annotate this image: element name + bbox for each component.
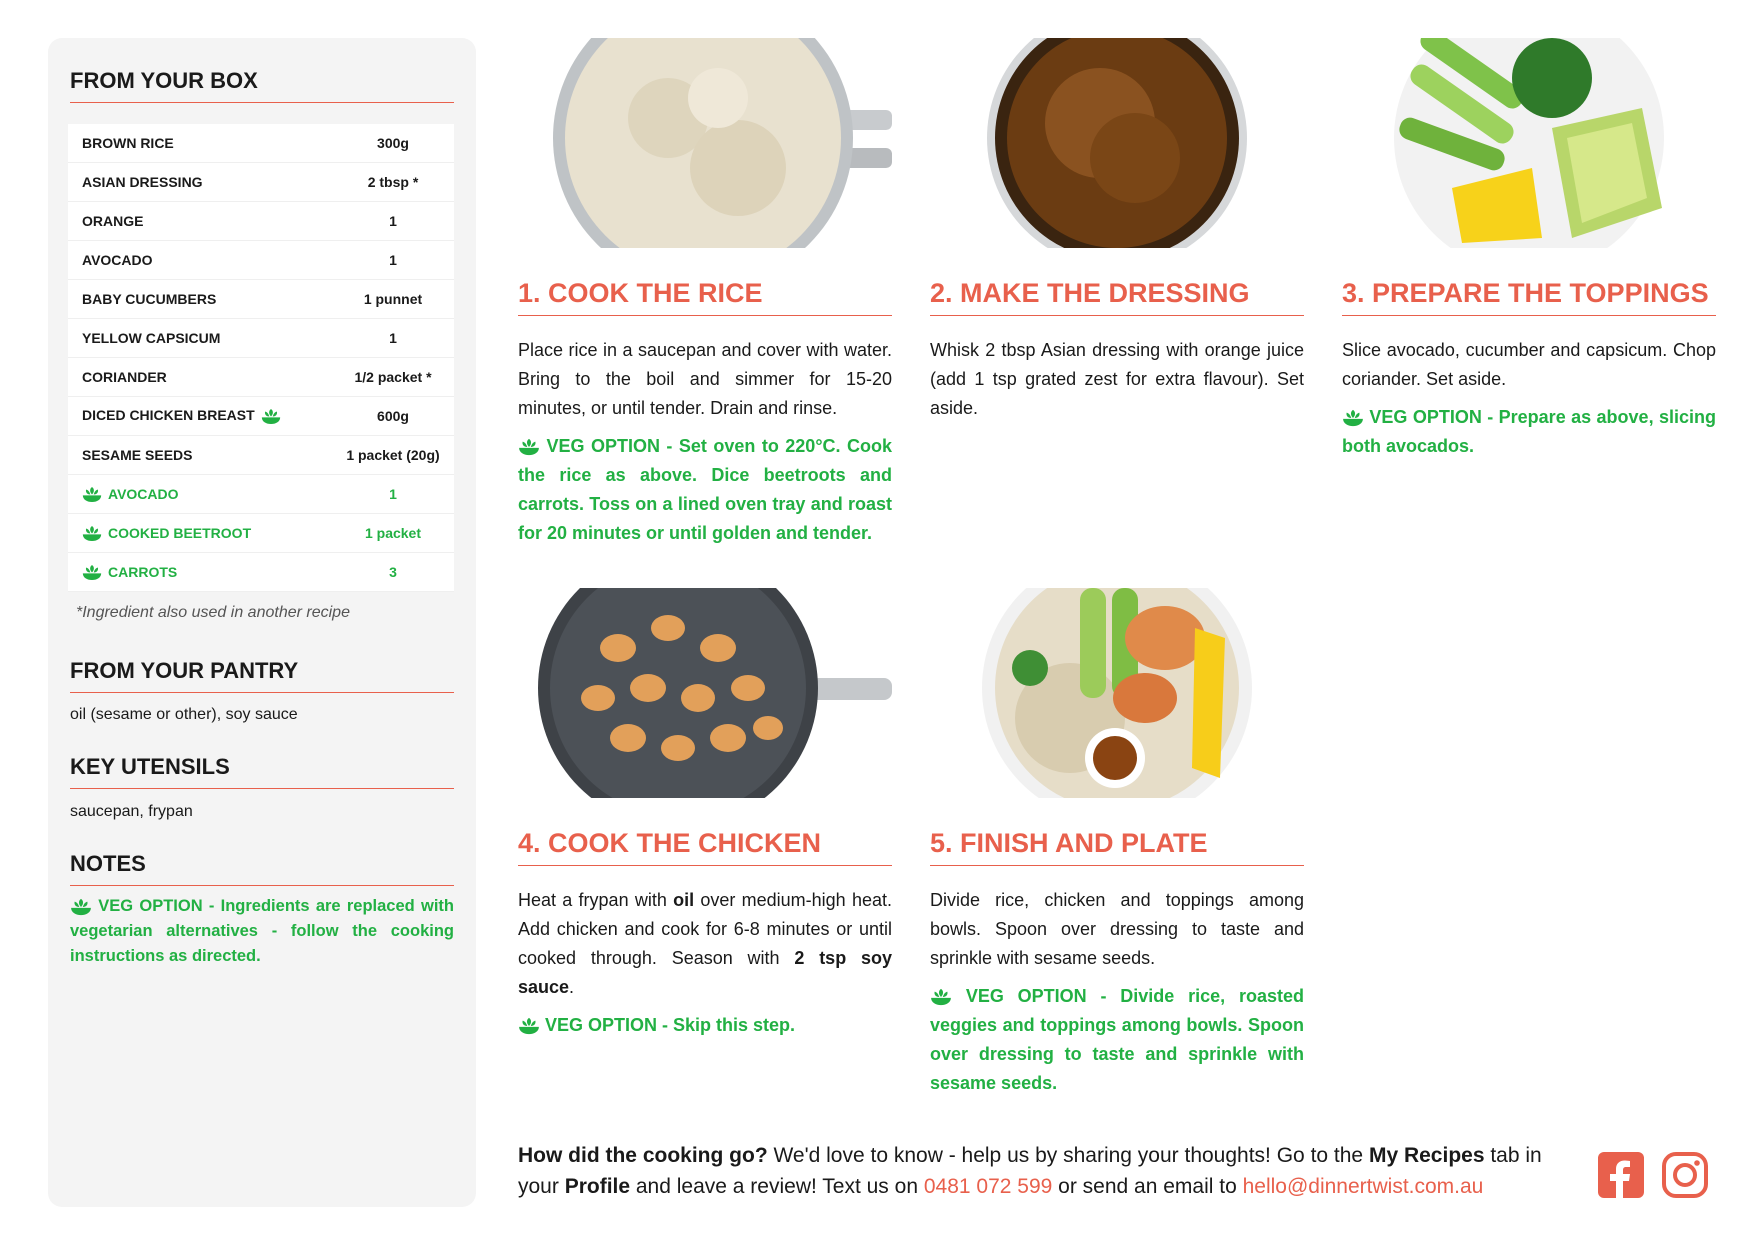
veg-bowl-icon (930, 988, 952, 1006)
ingredient-name: ORANGE (82, 213, 144, 229)
footer-email-link[interactable]: hello@dinnertwist.com.au (1242, 1175, 1484, 1198)
ingredient-name-cell (68, 241, 332, 280)
veg-bowl-icon (70, 898, 92, 916)
ingredient-name-cell (68, 124, 332, 163)
step-2-text: Whisk 2 tbsp Asian dressing with orange juice (add 1 tsp grated zest for extra flavour). Set aside. (930, 340, 1304, 418)
step-5-veg-option (930, 982, 1304, 1098)
ingredient-quantity: 2 tbsp * (332, 163, 454, 202)
notes-text (70, 894, 454, 969)
step-1-body (518, 336, 892, 548)
ingredient-name-cell (68, 436, 332, 475)
ingredient-quantity: 3 (332, 553, 454, 592)
step-4-veg-option (518, 1011, 892, 1040)
ingredient-name: AVOCADO (82, 252, 153, 268)
notes-veg-text: VEG OPTION - Ingredients are replaced with vegetarian alternatives - follow the cooking instructions as directed. (70, 897, 454, 965)
veg-bowl-icon (82, 525, 102, 542)
ingredient-row (68, 241, 454, 280)
step-3-title: 3. PREPARE THE TOPPINGS (1342, 278, 1716, 316)
ingredient-quantity: 1/2 packet * (332, 358, 454, 397)
key-utensils-title: KEY UTENSILS (70, 754, 454, 789)
step-4-oil: oil (673, 890, 695, 910)
footer-question: How did the cooking go? (518, 1144, 768, 1167)
ingredient-name: COOKED BEETROOT (108, 524, 252, 541)
footer-profile: Profile (564, 1175, 631, 1198)
step-3 (1342, 38, 1716, 558)
ingredient-name-cell (68, 553, 332, 592)
facebook-icon[interactable] (1598, 1152, 1644, 1198)
ingredients-sidebar (48, 38, 476, 1207)
ingredient-quantity: 1 (332, 202, 454, 241)
ingredient-quantity: 1 packet (20g) (332, 436, 454, 475)
step-2-title: 2. MAKE THE DRESSING (930, 278, 1304, 316)
step-1-veg-text: VEG OPTION - Set oven to 220°C. Cook the rice as above. Dice beetroots and carrots. Toss on a lined oven tray and roast for 20 minutes or until golden and tender. (518, 436, 892, 543)
step-4-title: 4. COOK THE CHICKEN (518, 828, 892, 866)
step-1 (518, 38, 892, 558)
step-1-text: Place rice in a saucepan and cover with water. Bring to the boil and simmer for 15-20 minutes, or until tender. Drain and rinse. (518, 340, 892, 418)
footer-phone-link[interactable]: 0481 072 599 (923, 1175, 1053, 1198)
step-4-text (518, 886, 892, 1002)
utensils-text: saucepan, frypan (70, 803, 193, 820)
veg-bowl-icon (518, 1017, 540, 1035)
ingredient-quantity: 1 packet (332, 514, 454, 553)
ingredient-row (68, 358, 454, 397)
footer-text-1: We'd love to know - help us by sharing your thoughts! Go to the (767, 1144, 1369, 1167)
notes-title: NOTES (70, 851, 454, 886)
ingredient-quantity: 1 (332, 475, 454, 514)
ingredient-name-cell (68, 397, 332, 436)
ingredient-row (68, 475, 454, 514)
ingredient-name: AVOCADO (108, 485, 179, 502)
step-4-soy-sauce: 2 tsp soy sauce (518, 948, 893, 997)
step-4-text-b: over medium-high heat. Add chicken and cook for 6-8 minutes or until cooked through. Season with (518, 890, 892, 968)
ingredient-name-cell (68, 475, 332, 514)
ingredient-name-cell (68, 514, 332, 553)
feedback-footer (518, 1140, 1578, 1202)
ingredient-name: YELLOW CAPSICUM (82, 330, 221, 346)
ingredient-row (68, 319, 454, 358)
toppings-plate-photo (1342, 38, 1716, 248)
footer-text-3: and leave a review! Text us on (630, 1175, 924, 1198)
step-5 (930, 588, 1304, 1128)
footer-my-recipes: My Recipes (1368, 1144, 1485, 1167)
rice-strainer-photo (518, 38, 892, 248)
veg-bowl-icon (1342, 409, 1364, 427)
step-1-veg-option (518, 432, 892, 548)
step-5-text: Divide rice, chicken and toppings among bowls. Spoon over dressing to taste and sprinkle with sesame seeds. (930, 890, 1304, 968)
step-3-text: Slice avocado, cucumber and capsicum. Chop coriander. Set aside. (1342, 340, 1716, 389)
ingredient-quantity: 600g (332, 397, 454, 436)
instagram-icon[interactable] (1662, 1152, 1708, 1198)
step-4-text-c: . (569, 977, 575, 997)
dressing-bowl-photo (930, 38, 1304, 248)
veg-bowl-icon (82, 486, 102, 503)
ingredient-name-cell (68, 202, 332, 241)
from-your-pantry-title: FROM YOUR PANTRY (70, 658, 454, 693)
ingredient-name-cell (68, 280, 332, 319)
ingredient-name: CARROTS (108, 563, 178, 580)
ingredient-quantity: 1 (332, 319, 454, 358)
ingredient-name-cell (68, 163, 332, 202)
step-5-body (930, 886, 1304, 1098)
step-1-title: 1. COOK THE RICE (518, 278, 892, 316)
footer-text-2: tab in your (518, 1144, 1542, 1198)
chicken-frypan-photo (518, 588, 892, 798)
ingredients-table (68, 124, 454, 592)
ingredient-name-cell (68, 358, 332, 397)
ingredient-row (68, 397, 454, 436)
step-4-body (518, 886, 892, 1040)
step-4-veg-text: VEG OPTION - Skip this step. (545, 1015, 796, 1035)
ingredient-name-cell (68, 319, 332, 358)
ingredient-footnote: *Ingredient also used in another recipe (76, 604, 350, 621)
from-your-box-title: FROM YOUR BOX (70, 68, 454, 103)
ingredient-row (68, 436, 454, 475)
ingredient-row (68, 124, 454, 163)
ingredient-row (68, 163, 454, 202)
step-2 (930, 38, 1304, 558)
pantry-text: oil (sesame or other), soy sauce (70, 706, 298, 723)
footer-text-4: or send an email to (1052, 1175, 1243, 1198)
veg-bowl-icon (261, 408, 281, 425)
finished-bowl-photo (930, 588, 1304, 798)
step-4-text-a: Heat a frypan with (518, 890, 674, 910)
step-2-body (930, 336, 1304, 423)
veg-bowl-icon (82, 564, 102, 581)
step-5-title: 5. FINISH AND PLATE (930, 828, 1304, 866)
step-3-body (1342, 336, 1716, 461)
ingredient-name: SESAME SEEDS (82, 447, 193, 463)
ingredient-row (68, 280, 454, 319)
ingredient-name: CORIANDER (82, 369, 167, 385)
ingredient-quantity: 300g (332, 124, 454, 163)
ingredient-quantity: 1 punnet (332, 280, 454, 319)
veg-bowl-icon (518, 438, 540, 456)
ingredient-name: DICED CHICKEN BREAST (82, 407, 255, 424)
step-3-veg-option (1342, 403, 1716, 461)
step-4 (518, 588, 892, 1068)
ingredient-name: ASIAN DRESSING (82, 174, 203, 190)
step-5-veg-text: VEG OPTION - Divide rice, roasted veggies and toppings among bowls. Spoon over dressing to taste and sprinkle with sesame seeds. (930, 986, 1304, 1093)
ingredient-name: BROWN RICE (82, 135, 174, 151)
ingredient-quantity: 1 (332, 241, 454, 280)
ingredient-row (68, 202, 454, 241)
ingredient-row (68, 514, 454, 553)
step-3-veg-text: VEG OPTION - Prepare as above, slicing both avocados. (1342, 407, 1716, 456)
ingredient-row (68, 553, 454, 592)
ingredient-name: BABY CUCUMBERS (82, 291, 217, 307)
